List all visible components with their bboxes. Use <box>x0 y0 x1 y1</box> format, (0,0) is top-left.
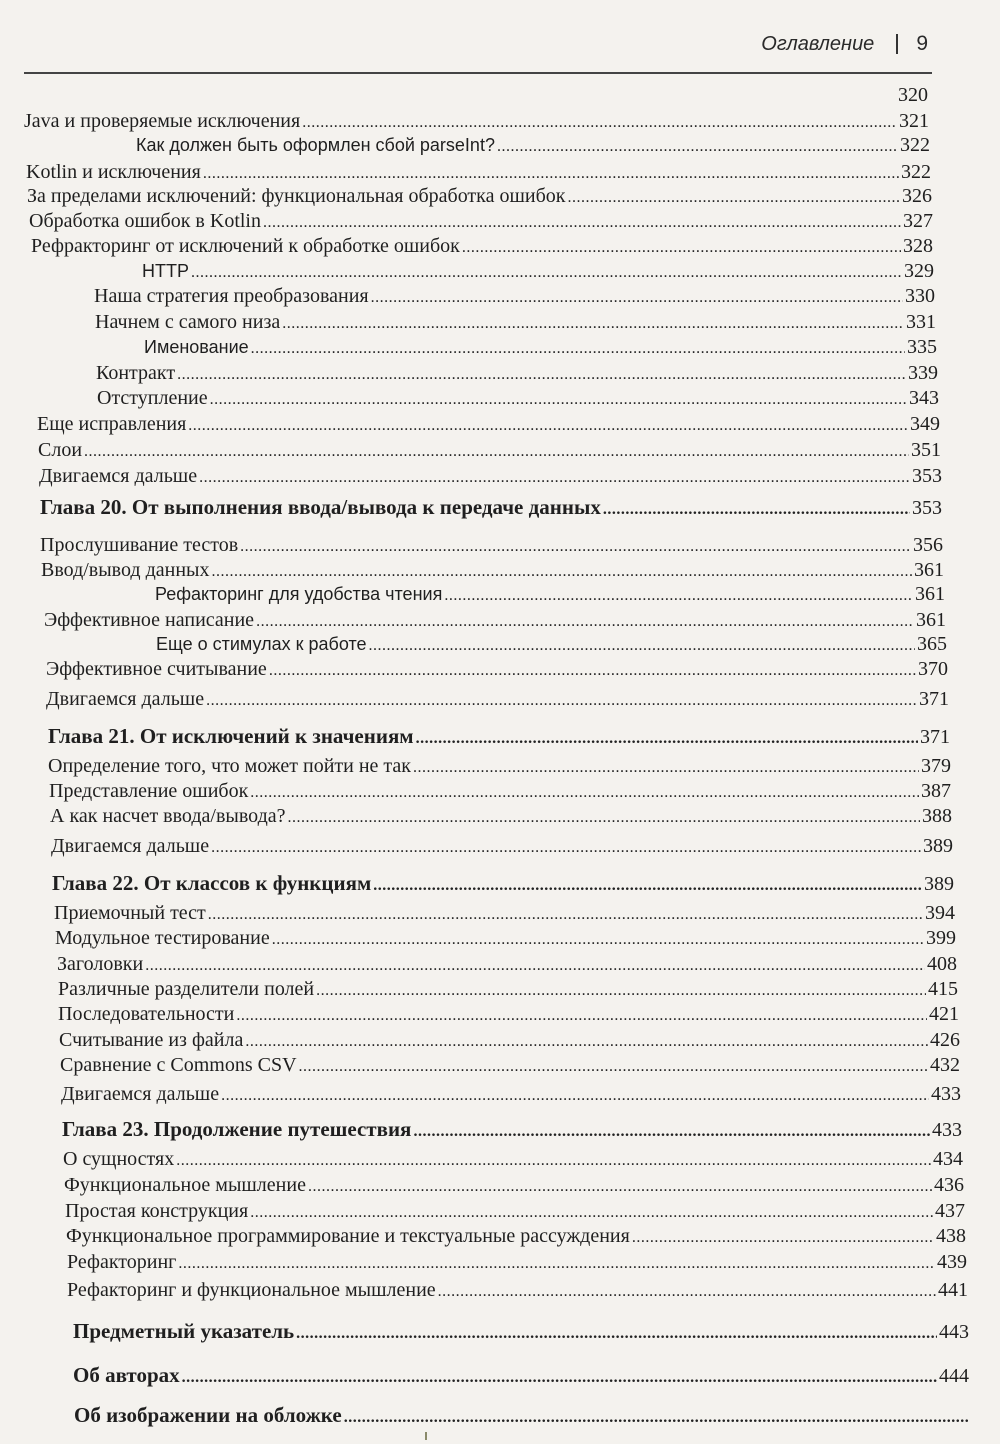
toc-entry-title: Модульное тестирование <box>55 927 270 949</box>
running-head-page-number: 9 <box>916 32 928 55</box>
toc-entry[interactable] <box>48 753 951 779</box>
toc-entry-title: Как должен быть оформлен сбой parseInt? <box>136 135 495 155</box>
toc-entry-title: Наша стратегия преобразования <box>94 285 369 307</box>
toc-chapter-entry[interactable] <box>52 870 954 896</box>
toc-entry-title: Глава 21. От исключений к значениям <box>48 724 414 748</box>
toc-entry-title: Двигаемся дальше <box>61 1083 220 1105</box>
dot-leader <box>203 161 899 185</box>
toc-entry[interactable] <box>40 532 943 558</box>
toc-entry-title: Прослушивание тестов <box>40 534 239 556</box>
dot-leader <box>567 185 900 209</box>
toc-entry-page: 361 <box>914 559 944 581</box>
toc-entry[interactable] <box>142 258 934 284</box>
toc-entry-title: Двигаемся дальше <box>51 835 210 857</box>
toc-entry-title: Считывание из файла <box>59 1029 244 1051</box>
dot-leader <box>145 953 925 977</box>
dot-leader <box>210 387 907 411</box>
toc-entry-title: За пределами исключений: функциональная обработка ошибок <box>27 185 566 207</box>
toc-entry-page: 441 <box>938 1279 968 1301</box>
toc-entry[interactable] <box>24 108 929 134</box>
dot-leader <box>369 633 915 657</box>
toc-entry[interactable] <box>67 1277 968 1303</box>
dot-leader <box>462 235 901 259</box>
toc-entry-title: Рефакторинг <box>67 1251 177 1273</box>
dot-leader <box>299 1054 928 1078</box>
toc-entry-title: Функциональное программирование и текстуальные рассуждения <box>66 1225 630 1247</box>
dot-leader <box>177 362 906 386</box>
header-rule <box>24 72 932 74</box>
dot-leader <box>250 1200 933 1224</box>
toc-entry-page: 399 <box>926 927 956 949</box>
toc-entry-page: 343 <box>909 387 939 409</box>
dot-leader <box>206 688 917 712</box>
toc-entry[interactable] <box>97 385 939 411</box>
toc-entry[interactable] <box>41 557 944 583</box>
toc-entry-page: 437 <box>935 1200 965 1222</box>
dot-leader <box>344 1405 968 1428</box>
dot-leader <box>416 726 918 749</box>
toc-entry-title: Последовательности <box>58 1003 235 1025</box>
dot-leader <box>438 1279 936 1303</box>
toc-entry[interactable] <box>94 283 935 309</box>
toc-entry-page: 326 <box>902 185 932 207</box>
toc-entry[interactable] <box>29 208 933 234</box>
toc-entry-title: Приемочный тест <box>54 902 206 924</box>
toc-entry-title: Сравнение с Commons CSV <box>60 1054 297 1076</box>
toc-entry[interactable] <box>46 686 949 712</box>
toc-entry-title: Представление ошибок <box>49 780 249 802</box>
dot-leader <box>603 497 910 520</box>
toc-entry-title: О сущностях <box>63 1148 175 1170</box>
toc-chapter-entry[interactable] <box>62 1116 962 1142</box>
dot-leader <box>211 835 921 859</box>
running-head-title: Оглавление <box>761 32 875 55</box>
toc-entry-title: Определение того, что может пойти не так <box>48 755 412 777</box>
toc-entry-page: 371 <box>919 688 949 710</box>
toc-entry-title: Об изображении на обложке <box>74 1403 342 1427</box>
toc-entry-title: Функциональное мышление <box>64 1174 306 1196</box>
toc-entry-page: 436 <box>934 1174 964 1196</box>
toc-entry-title: Контракт <box>96 362 176 384</box>
toc-entry-page: 433 <box>932 1119 962 1141</box>
toc-entry[interactable] <box>57 951 957 977</box>
toc-entry-title: Рефракторинг от исключений к обработке ошибок <box>31 235 460 257</box>
dot-leader <box>296 1321 937 1344</box>
toc-entry-page: 434 <box>933 1148 963 1170</box>
toc-entry-page: 439 <box>937 1251 967 1273</box>
dot-leader <box>212 559 913 583</box>
dot-leader <box>371 285 903 309</box>
toc-entry[interactable] <box>49 778 951 804</box>
toc-entry-title: Простая конструкция <box>65 1200 249 1222</box>
toc-entry[interactable] <box>155 581 945 607</box>
toc-entry-title: Заголовки <box>57 953 144 975</box>
toc-entry-page: 443 <box>939 1321 969 1343</box>
toc-entry-page: 330 <box>905 285 935 307</box>
toc-entry[interactable] <box>58 976 958 1002</box>
toc-entry[interactable] <box>64 1172 964 1198</box>
running-head-separator <box>896 34 898 54</box>
toc-entry-title: Предметный указатель <box>73 1319 295 1343</box>
toc-entry[interactable] <box>27 183 932 209</box>
dot-leader <box>191 260 902 284</box>
toc-page-number: 320 <box>898 84 928 106</box>
toc-entry-page: 349 <box>910 413 940 435</box>
toc-entry[interactable] <box>58 1001 959 1027</box>
dot-leader <box>221 1083 929 1107</box>
toc-entry-page: 365 <box>917 633 947 655</box>
toc-entry-page: 329 <box>904 260 934 282</box>
toc-entry-page: 389 <box>924 873 954 895</box>
toc-entry[interactable] <box>26 159 931 185</box>
toc-chapter-entry[interactable] <box>48 723 950 749</box>
toc-entry[interactable] <box>39 463 942 489</box>
toc-entry-page: 433 <box>931 1083 961 1105</box>
toc-entry-page: 361 <box>915 583 945 605</box>
dot-leader <box>316 978 926 1002</box>
toc-entry-page: 388 <box>922 805 952 827</box>
toc-entry-title: Java и проверяемые исключения <box>24 110 301 132</box>
dot-leader <box>188 413 908 437</box>
toc-entry[interactable] <box>95 309 936 335</box>
toc-entry[interactable] <box>144 334 937 360</box>
toc-entry-title: Глава 20. От выполнения ввода/вывода к передаче данных <box>40 495 601 519</box>
toc-entry[interactable] <box>63 1146 963 1172</box>
toc-entry-title: Начнем с самого низа <box>95 311 281 333</box>
dot-leader <box>84 439 909 463</box>
toc-entry-title: Еще исправления <box>37 413 187 435</box>
toc-entry-page: 408 <box>927 953 957 975</box>
toc-entry[interactable] <box>31 233 933 259</box>
dot-leader <box>208 902 923 926</box>
dot-leader <box>413 755 919 779</box>
toc-entry[interactable] <box>61 1081 961 1107</box>
dot-leader <box>373 873 922 896</box>
toc-entry-page: 322 <box>900 134 930 156</box>
toc-entry-page: 389 <box>923 835 953 857</box>
toc-chapter-entry[interactable] <box>40 494 942 520</box>
dot-leader <box>251 336 905 360</box>
dot-leader <box>245 1029 928 1053</box>
toc-entry[interactable] <box>37 411 940 437</box>
toc-entry[interactable] <box>54 900 955 926</box>
dot-leader <box>413 1119 930 1142</box>
toc-entry-title: Об авторах <box>73 1363 180 1387</box>
toc-entry[interactable] <box>67 1249 967 1275</box>
toc-chapter-entry[interactable] <box>73 1362 969 1388</box>
dot-leader <box>497 134 898 158</box>
toc-entry-page: 339 <box>908 362 938 384</box>
toc-entry-title: Двигаемся дальше <box>39 465 198 487</box>
toc-entry-title: А как насчет ввода/вывода? <box>50 805 286 827</box>
paper-mark <box>425 1432 427 1440</box>
dot-leader <box>632 1225 934 1249</box>
toc-entry[interactable] <box>65 1198 965 1224</box>
toc-entry[interactable] <box>50 803 952 829</box>
toc-entry-page: 444 <box>939 1365 969 1387</box>
toc-entry-page: 322 <box>901 161 931 183</box>
toc-entry-page: 353 <box>912 465 942 487</box>
toc-entry-title: Отступление <box>97 387 208 409</box>
dot-leader <box>182 1365 937 1388</box>
toc-entry-page: 371 <box>920 726 950 748</box>
toc-entry-page: 438 <box>936 1225 966 1247</box>
toc-entry-title: Обработка ошибок в Kotlin <box>29 210 261 232</box>
toc-entry[interactable] <box>156 631 947 657</box>
toc-entry-page: 356 <box>913 534 943 556</box>
toc-entry-title: Kotlin и исключения <box>26 161 201 183</box>
toc-entry-title: Ввод/вывод данных <box>41 559 210 581</box>
toc-entry-title: Рефакторинг для удобства чтения <box>155 584 443 604</box>
toc-entry-page: 327 <box>903 210 933 232</box>
toc-entry-title: Двигаемся дальше <box>46 688 205 710</box>
toc-entry-page: 361 <box>916 609 946 631</box>
toc-entry-title: Глава 23. Продолжение путешествия <box>62 1117 412 1141</box>
dot-leader <box>288 805 920 829</box>
dot-leader <box>250 780 919 804</box>
toc-entry-page: 415 <box>928 978 958 1000</box>
toc-entry-title: HTTP <box>142 261 189 281</box>
dot-leader <box>236 1003 927 1027</box>
toc-entry-page: 421 <box>929 1003 959 1025</box>
toc-entry-page: 387 <box>921 780 951 802</box>
toc-entry-title: Слои <box>38 439 83 461</box>
toc-entry-page: 432 <box>930 1054 960 1076</box>
toc-entry-page: 353 <box>912 497 942 519</box>
toc-entry-page: 331 <box>906 311 936 333</box>
toc-entry-title: Именование <box>144 337 249 357</box>
toc-entry[interactable] <box>96 360 938 386</box>
dot-leader <box>272 927 924 951</box>
toc-entry-title: Различные разделители полей <box>58 978 315 1000</box>
toc-entry-page: 426 <box>930 1029 960 1051</box>
toc-entry[interactable] <box>60 1052 960 1078</box>
toc-entry-page: 351 <box>911 439 941 461</box>
toc-entry-page: 328 <box>903 235 933 257</box>
dot-leader <box>308 1174 932 1198</box>
dot-leader <box>240 534 911 558</box>
toc-entry-title: Эффективное написание <box>44 609 255 631</box>
toc-entry[interactable] <box>136 132 930 158</box>
toc-entry-title: Еще о стимулах к работе <box>156 634 367 654</box>
toc-entry-title: Рефакторинг и функциональное мышление <box>67 1279 436 1301</box>
dot-leader <box>263 210 901 234</box>
toc-entry[interactable] <box>38 437 941 463</box>
toc-entry[interactable] <box>46 656 948 682</box>
toc-entry[interactable] <box>51 833 953 859</box>
dot-leader <box>178 1251 935 1275</box>
dot-leader <box>176 1148 931 1172</box>
toc-entry-page: 394 <box>925 902 955 924</box>
dot-leader <box>256 609 914 633</box>
toc-entry-page: 321 <box>899 110 929 132</box>
toc-entry-page: 335 <box>907 336 937 358</box>
toc-chapter-entry[interactable] <box>74 1402 970 1428</box>
dot-leader <box>444 583 913 607</box>
toc-entry[interactable] <box>59 1027 960 1053</box>
toc-entry-title: Эффективное считывание <box>46 658 267 680</box>
dot-leader <box>199 465 910 489</box>
running-head <box>761 32 928 56</box>
toc-chapter-entry[interactable] <box>73 1318 969 1344</box>
toc-entry[interactable] <box>66 1223 966 1249</box>
toc-entry[interactable] <box>55 925 956 951</box>
dot-leader <box>282 311 904 335</box>
toc-entry-page: 379 <box>921 755 951 777</box>
toc-entry[interactable] <box>44 607 946 633</box>
dot-leader <box>269 658 916 682</box>
toc-entry-title: Глава 22. От классов к функциям <box>52 871 372 895</box>
dot-leader <box>302 110 897 134</box>
toc-entry-page: 370 <box>918 658 948 680</box>
